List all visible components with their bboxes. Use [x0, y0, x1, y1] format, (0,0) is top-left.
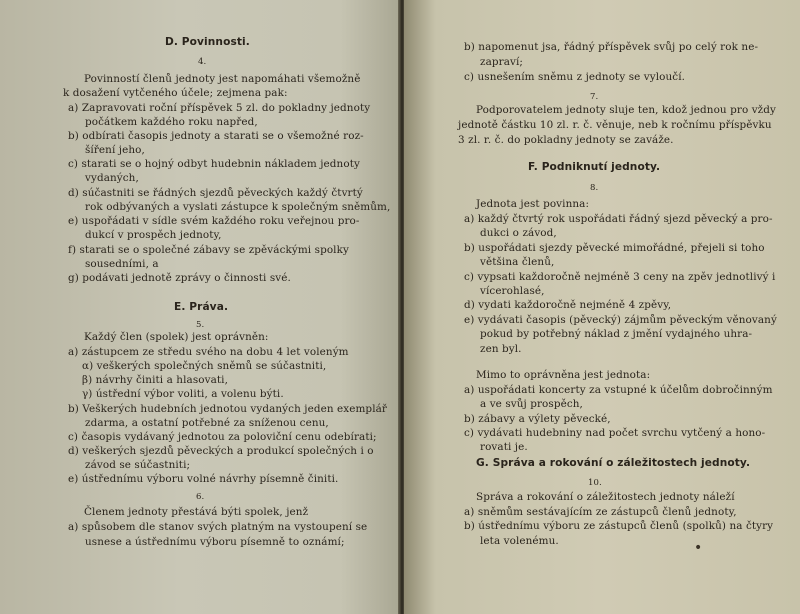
text-line: e) ústřednímu výboru volné návrhy písemně činiti. [68, 473, 339, 485]
text-line: pokud by potřebný náklad z jmění vydajného uhra- [480, 328, 753, 340]
text-line: γ) ústřední výbor voliti, a volenu býti. [82, 388, 284, 400]
text-line: a) spůsobem dle stanov svých platným na vystoupení se [68, 521, 368, 533]
text-line: b) Veškerých hudebních jednotou vydaných jeden exemplář [68, 403, 387, 415]
text-line: a) zástupcem ze středu svého na dobu 4 let voleným [68, 346, 349, 358]
text-line: c) časopis vydávaný jednotou za poloviční cenu odebírati; [68, 431, 377, 443]
text-line: g) podávati jednotě zprávy o činnosti své. [68, 272, 291, 284]
text-line: k dosažení vytčeného účele; zejmena pak: [63, 87, 288, 99]
text-line: β) návrhy činiti a hlasovati, [82, 374, 228, 386]
text-line: c) vydávati hudebniny nad počet svrchu vytčený a hono- [464, 427, 766, 439]
text-line: dukcí v prospěch jednoty, [85, 229, 222, 241]
text-line: b) ústřednímu výboru ze zástupců členů (spolků) na čtyry [464, 520, 774, 532]
text-line: a) uspořádati koncerty za vstupné k účelům dobročinným [464, 384, 773, 396]
text-line: vícerohlasé, [480, 285, 545, 297]
text-line: rovati je. [480, 441, 528, 453]
text-line: většina členů, [480, 256, 555, 268]
text-line: d) vydati každoročně nejméně 4 zpěvy, [464, 299, 672, 311]
text-line: Členem jednoty přestává býti spolek, jenž [84, 506, 309, 518]
text-line: jednotě částku 10 zl. r. č. věnuje, neb k ročnímu příspěvku [458, 119, 772, 131]
section-g-number: 10. [588, 478, 602, 488]
text-line: leta volenému. [480, 535, 559, 547]
right-page [404, 0, 800, 614]
section-e-title: E. Práva. [174, 301, 229, 313]
text-line: α) veškerých společných sněmů se súčastniti, [82, 360, 327, 372]
text-line: šíření jeho, [85, 144, 145, 156]
text-line: a) sněmům sestávajícím ze zástupců členů jednoty, [464, 506, 737, 518]
text-line: Jednota jest povinna: [476, 198, 590, 210]
text-line: Mimo to oprávněna jest jednota: [476, 369, 651, 381]
section-g-title: G. Správa a rokování o záležitostech jednoty. [476, 457, 751, 469]
text-line: b) uspořádati sjezdy pěvecké mimořádné, přejeli si toho [464, 242, 765, 254]
text-line: b) napomenut jsa, řádný příspěvek svůj po celý rok ne- [464, 41, 759, 53]
text-line: sousedními, a [85, 258, 159, 270]
section-7-number: 7. [590, 92, 599, 102]
text-line: zapraví; [480, 56, 523, 68]
text-line: a) každý čtvrtý rok uspořádati řádný sjezd pěvecký a pro- [464, 213, 773, 225]
text-line: usnese a ústřednímu výboru písemně to oznámí; [85, 536, 345, 548]
text-line: a) Zapravovati roční příspěvek 5 zl. do pokladny jednoty [68, 102, 371, 114]
text-line: b) zábavy a výlety pěvecké, [464, 413, 611, 425]
text-line: rok odbývaných a vyslati zástupce k společným sněmům, [85, 201, 391, 213]
section-f-title: F. Podniknutí jednoty. [528, 161, 661, 173]
text-line: Podporovatelem jednoty sluje ten, kdož jednou pro vždy [476, 104, 776, 116]
section-e-number: 5. [196, 320, 205, 330]
section-f-number: 8. [590, 183, 599, 193]
text-line: c) starati se o hojný odbyt hudebnin nákladem jednoty [68, 158, 360, 170]
text-line: vydaných, [85, 172, 139, 184]
text-line: a ve svůj prospěch, [480, 398, 583, 410]
text-line: dukci o závod, [480, 227, 557, 239]
section-6-number: 6. [196, 492, 205, 502]
text-line: zdarma, a ostatní potřebné za sníženou cenu, [85, 417, 329, 429]
text-line: závod se súčastniti; [85, 459, 191, 471]
text-line: d) súčastniti se řádných sjezdů pěveckých každý čtvrtý [68, 187, 363, 199]
text-line: počátkem každého roku napřed, [85, 116, 258, 128]
text-line: c) vypsati každoročně nejméně 3 ceny na zpěv jednotlivý i [464, 271, 776, 283]
text-line: Každý člen (spolek) jest oprávněn: [84, 331, 269, 343]
text-line: d) veškerých sjezdů pěveckých a produkcí společných i o [68, 445, 374, 457]
section-d-number: 4. [198, 57, 207, 67]
text-line: b) odbírati časopis jednoty a starati se o všemožné roz- [68, 130, 364, 142]
text-line: Povinností členů jednoty jest napomáhati všemožně [84, 73, 361, 85]
text-line: e) vydávati časopis (pěvecký) zájmům pěveckým věnovaný [464, 314, 777, 326]
text-line: f) starati se o společné zábavy se zpěváckými spolky [68, 244, 349, 256]
asterisk-mark: • [694, 540, 703, 556]
text-line: e) uspořádati v sídle svém každého roku veřejnou pro- [68, 215, 360, 227]
text-line: 3 zl. r. č. do pokladny jednoty se zaváže. [458, 134, 674, 146]
section-d-title: D. Povinnosti. [165, 36, 250, 48]
text-line: c) usnešením sněmu z jednoty se vyloučí. [464, 71, 686, 83]
text-line: Správa a rokování o záležitostech jednoty náleží [476, 491, 735, 503]
text-line: zen byl. [480, 343, 522, 355]
